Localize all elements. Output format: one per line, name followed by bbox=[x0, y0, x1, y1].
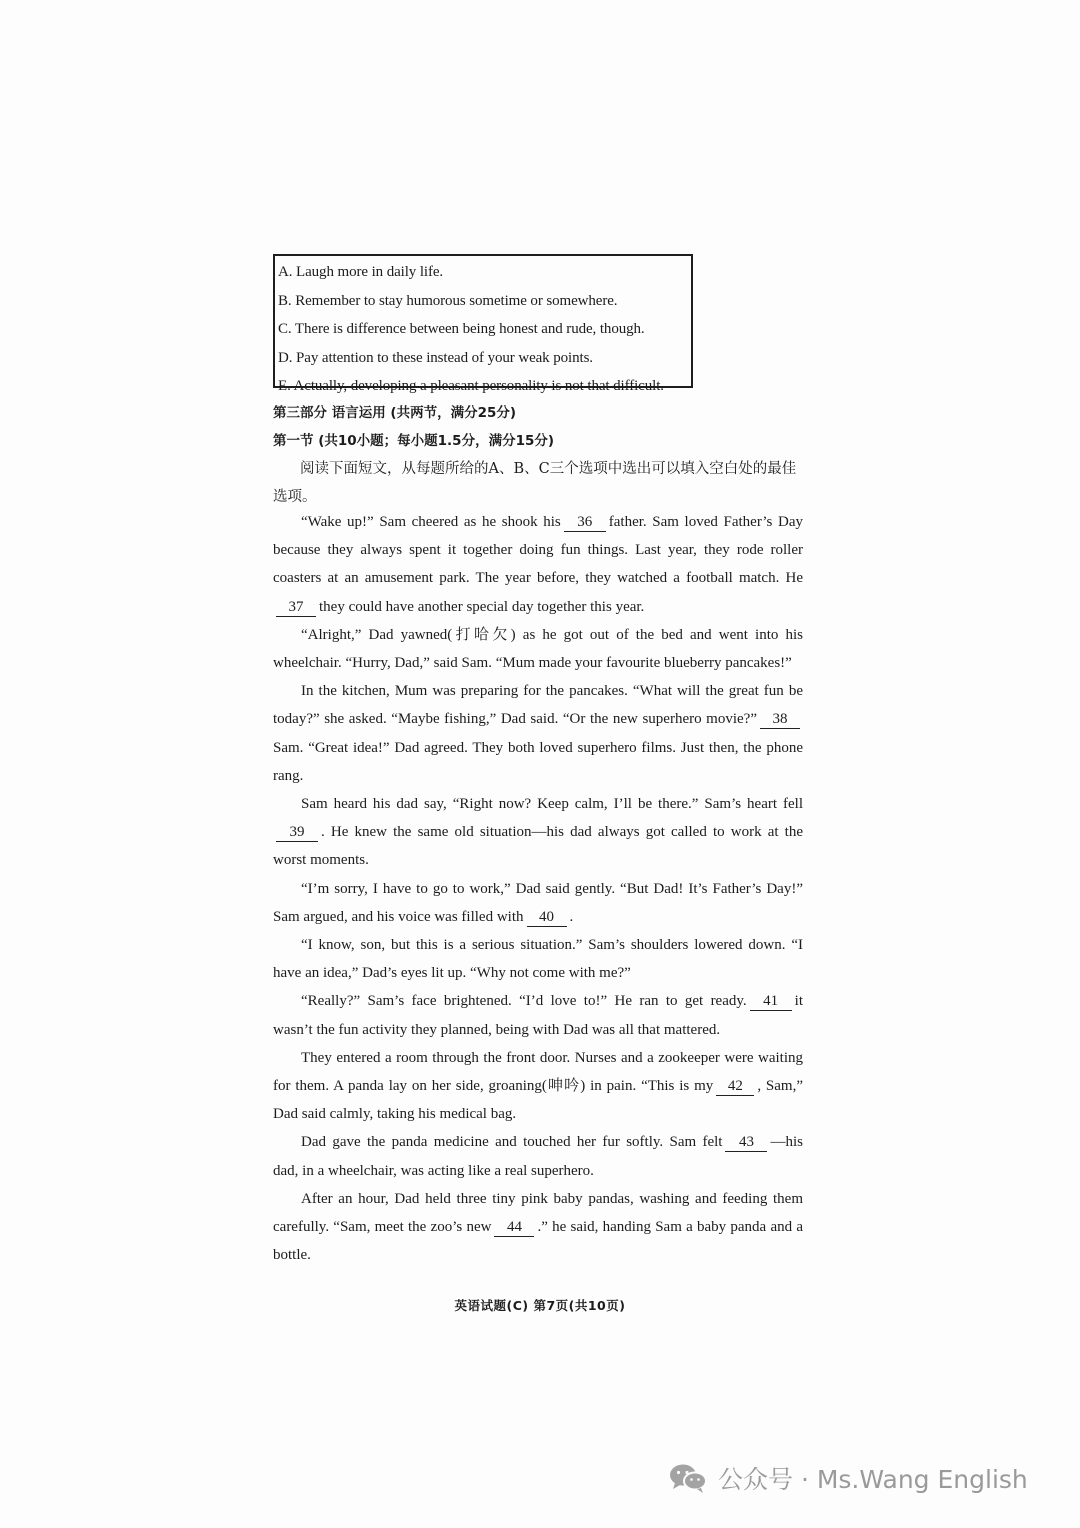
page-footer: 英语试题(C) 第7页(共10页) bbox=[454, 1298, 626, 1313]
blank-43: 43 bbox=[725, 1134, 767, 1152]
passage bbox=[273, 508, 803, 1269]
paragraph-3: In the kitchen, Mum was preparing for the pancakes. “What will the great fun be today?” she asked. “Maybe fishing,” Dad said. “Or the new superhero movie?” 38Sam. “Great idea!” Dad agreed. They both loved superhero films. Just then, the phone rang. bbox=[273, 683, 803, 784]
paragraph-9: Dad gave the panda medicine and touched her fur softly. Sam felt 43 —his dad, in a wheelchair, was acting like a real superhero. bbox=[273, 1134, 803, 1179]
option-a: A. Laugh more in daily life. bbox=[278, 264, 444, 280]
blank-37: 37 bbox=[276, 599, 316, 617]
paragraph-4: Sam heard his dad say, “Right now? Keep calm, I’ll be there.” Sam’s heart fell39 . He knew the same old situation—his dad always got called to work at the worst moments. bbox=[273, 796, 803, 869]
paragraph-10: After an hour, Dad held three tiny pink baby pandas, washing and feeding them carefully. “Sam, meet the zoo’s new 44 .” he said, handing Sam a baby panda and a bottle. bbox=[273, 1190, 804, 1264]
watermark bbox=[668, 1458, 1068, 1498]
watermark-text: 公众号 · Ms.Wang English bbox=[718, 1465, 1028, 1494]
option-b: B. Remember to stay humorous sometime or somewhere. bbox=[278, 292, 618, 309]
section-heading: 第一节 (共10小题；每小题1.5分，满分15分) bbox=[273, 433, 555, 449]
paragraph-1: “Wake up!” Sam cheered as he shook his 36 father. Sam loved Father’s Day because they always spent it together doing fun things. Last year, they rode roller coasters at an amusement park. The year before, they watched a football match. He37 they could have another special day together this year. bbox=[273, 514, 804, 615]
instruction: 阅读下面短文，从每题所给的A、B、C三个选项中选出可以填入空白处的最佳选项。 bbox=[273, 461, 797, 505]
options-box bbox=[273, 254, 693, 394]
blank-38: 38 bbox=[760, 711, 800, 729]
blank-41: 41 bbox=[750, 993, 792, 1011]
paragraph-6: “I know, son, but this is a serious situation.” Sam’s shoulders lowered down. “I have an idea,” Dad’s eyes lit up. “Why not come with me?” bbox=[273, 937, 803, 982]
option-c: C. There is difference between being honest and rude, though. bbox=[278, 321, 645, 337]
option-e: E. Actually, developing a pleasant personality is not that difficult. bbox=[278, 378, 664, 394]
blank-36: 36 bbox=[564, 514, 606, 532]
paragraph-5: “I’m sorry, I have to go to work,” Dad said gently. “But Dad! It’s Father’s Day!” Sam argued, and his voice was filled with 40 . bbox=[273, 880, 803, 925]
paragraph-2: “Alright,” Dad yawned(打哈欠) as he got out of the bed and went into his wheelchair. “Hurry, Dad,” said Sam. “Mum made your favourite blueberry pancakes!” bbox=[273, 626, 803, 672]
part-heading: 第三部分 语言运用 (共两节，满分25分) bbox=[273, 405, 517, 421]
paragraph-8: They entered a room through the front door. Nurses and a zookeeper were waiting for them. A panda lay on her side, groaning(呻吟) in pain. “This is my 42 , Sam,” Dad said calmly, taking his medical bag. bbox=[273, 1049, 804, 1123]
paragraph-7: “Really?” Sam’s face brightened. “I’d love to!” He ran to get ready. 41 it wasn’t the fun activity they planned, being with Dad was all that mattered. bbox=[273, 993, 803, 1038]
wechat-icon bbox=[668, 1462, 708, 1494]
blank-39: 39 bbox=[276, 824, 318, 842]
blank-42: 42 bbox=[716, 1078, 754, 1096]
blank-44: 44 bbox=[494, 1219, 534, 1237]
blank-40: 40 bbox=[527, 909, 567, 927]
option-d: D. Pay attention to these instead of your weak points. bbox=[278, 349, 593, 366]
